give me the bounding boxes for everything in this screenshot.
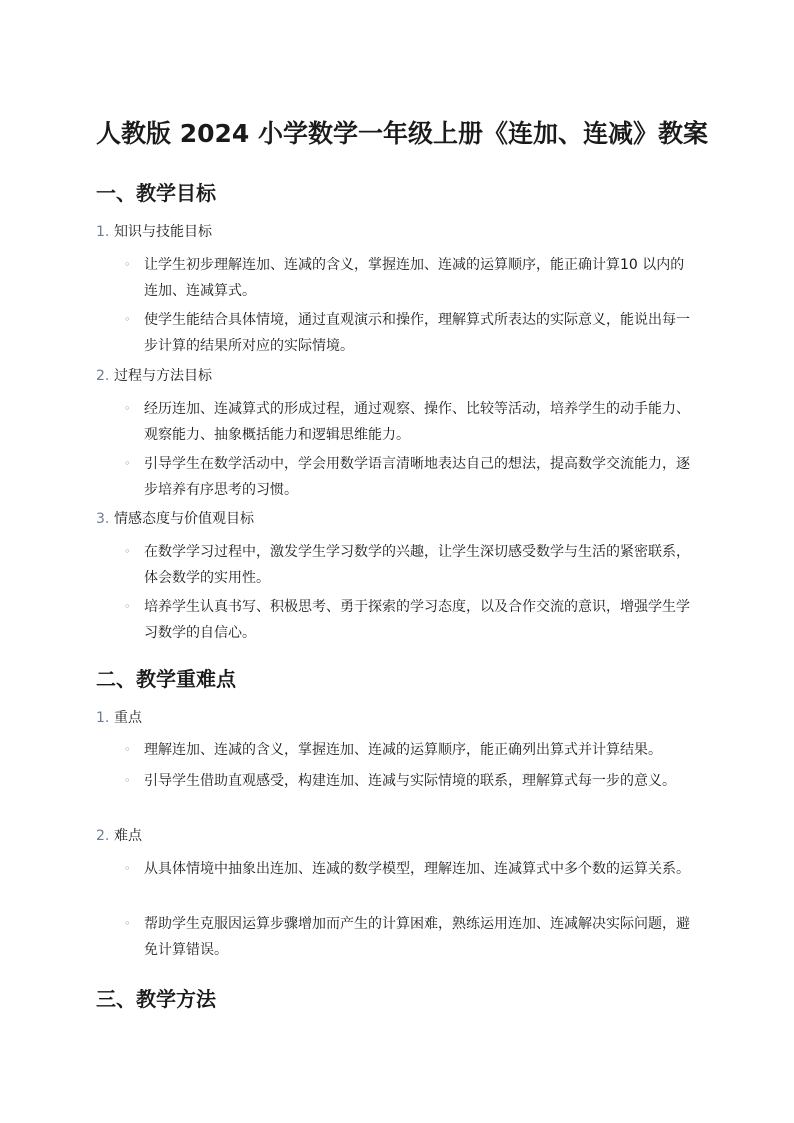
bullet-item [124,539,694,591]
bullet-circle-icon: ◦ [124,862,131,875]
bullet-item [124,856,694,882]
list-item-difficulty [96,826,142,846]
list-item-process-methods [96,366,212,386]
bullet-circle-icon: ◦ [124,774,131,787]
bullet-item [124,594,694,646]
list-item-label: 难点 [114,828,142,844]
bullet-text: 让学生初步理解连加、连减的含义，掌握连加、连减的运算顺序，能正确计算10 以内的连加、连减算式。 [144,257,685,299]
bullet-text: 经历连加、连减算式的形成过程，通过观察、操作、比较等活动，培养学生的动手能力、观察能力、抽象概括能力和逻辑思维能力。 [144,401,690,443]
list-item-label: 重点 [114,710,142,726]
bullet-item [124,737,694,763]
bullet-text: 引导学生借助直观感受，构建连加、连减与实际情境的联系，理解算式每一步的意义。 [144,773,676,789]
bullet-item [124,396,694,448]
list-item-label: 过程与方法目标 [114,368,212,384]
list-number: 1. [96,224,110,240]
bullet-circle-icon: ◦ [124,258,131,271]
bullet-text: 引导学生在数学活动中，学会用数学语言清晰地表达自己的想法，提高数学交流能力，逐步培养有序思考的习惯。 [144,456,690,498]
bullet-circle-icon: ◦ [124,457,131,470]
bullet-text: 使学生能结合具体情境，通过直观演示和操作，理解算式所表达的实际意义，能说出每一步计算的结果所对应的实际情境。 [144,312,690,354]
section-heading-methods: 三、教学方法 [96,987,216,1011]
bullet-item [124,768,694,794]
bullet-item [124,307,694,359]
bullet-circle-icon: ◦ [124,402,131,415]
document-title: 人教版 2024 小学数学一年级上册《连加、连减》教案 [96,119,708,148]
bullet-text: 从具体情境中抽象出连加、连减的数学模型，理解连加、连减算式中多个数的运算关系。 [144,861,690,877]
section-heading-objectives: 一、教学目标 [96,181,216,205]
list-item-label: 情感态度与价值观目标 [114,511,254,527]
list-item-label: 知识与技能目标 [114,224,212,240]
list-number: 3. [96,511,110,527]
bullet-circle-icon: ◦ [124,545,131,558]
list-number: 2. [96,368,110,384]
bullet-item [124,911,694,963]
bullet-text: 培养学生认真书写、积极思考、勇于探索的学习态度，以及合作交流的意识，增强学生学习数学的自信心。 [144,599,690,641]
bullet-text: 在数学学习过程中，激发学生学习数学的兴趣，让学生深切感受数学与生活的紧密联系，体会数学的实用性。 [144,544,690,586]
list-item-knowledge-skills [96,222,212,242]
section-heading-key-points: 二、教学重难点 [96,667,236,691]
bullet-circle-icon: ◦ [124,313,131,326]
bullet-circle-icon: ◦ [124,600,131,613]
bullet-text: 理解连加、连减的含义，掌握连加、连减的运算顺序，能正确列出算式并计算结果。 [144,742,662,758]
list-number: 1. [96,710,110,726]
list-number: 2. [96,828,110,844]
bullet-circle-icon: ◦ [124,743,131,756]
list-item-emotional-values [96,509,254,529]
bullet-circle-icon: ◦ [124,917,131,930]
bullet-item [124,451,694,503]
list-item-key-point [96,708,142,728]
bullet-item [124,252,694,304]
bullet-text: 帮助学生克服因运算步骤增加而产生的计算困难，熟练运用连加、连减解决实际问题，避免计算错误。 [144,916,690,958]
